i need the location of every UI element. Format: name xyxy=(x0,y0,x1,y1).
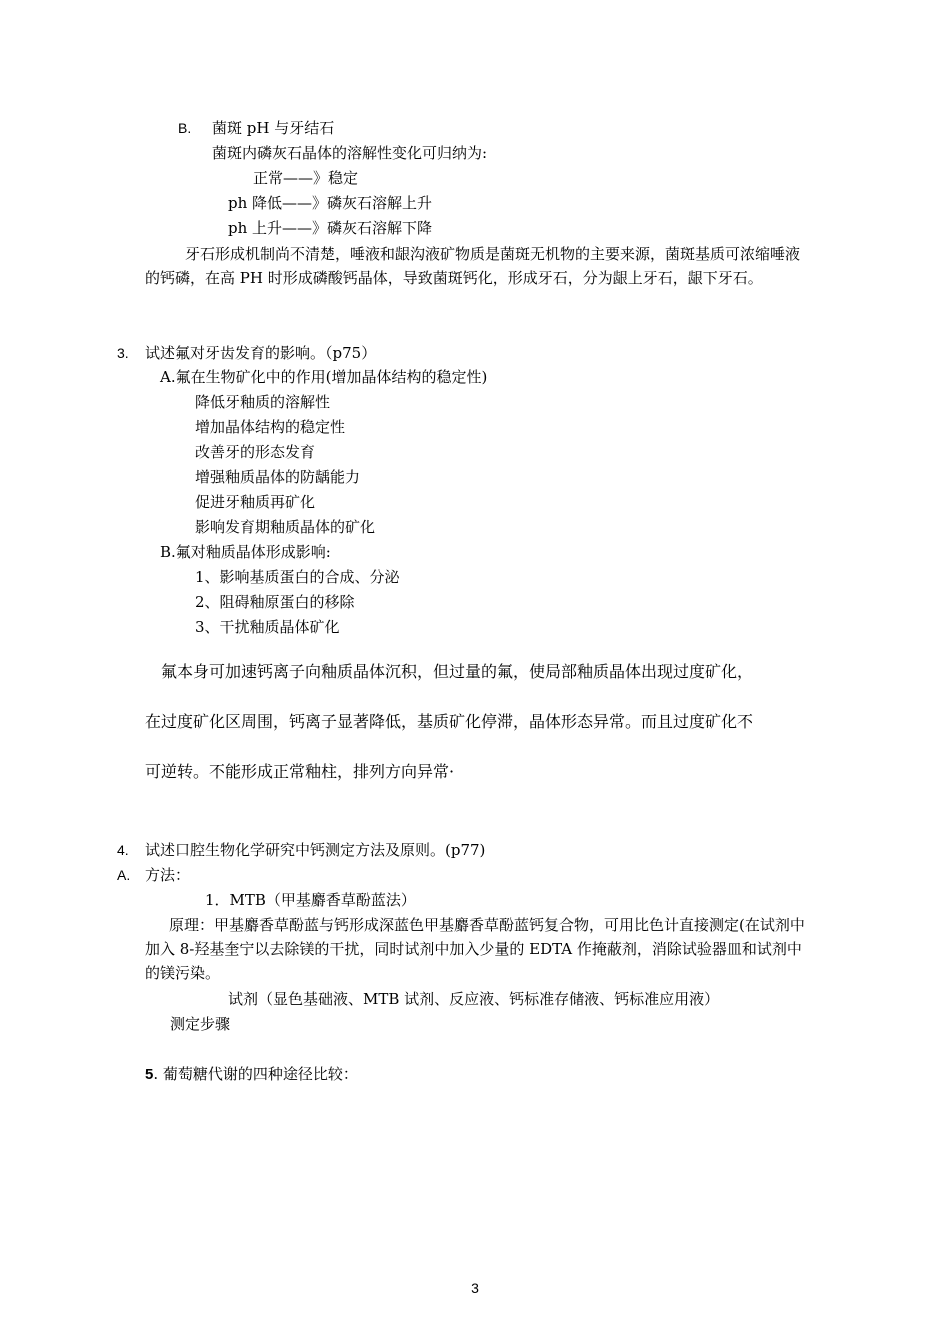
q5-number: 5 xyxy=(145,1066,154,1083)
q4-title: 试述口腔生物化学研究中钙测定方法及原则。(p77) xyxy=(145,841,486,859)
section-b-line-normal: 正常——》稳定 xyxy=(253,169,359,187)
q4-method-label: 方法： xyxy=(145,866,191,884)
q5-heading xyxy=(145,1064,358,1085)
q3-item-a-1: 降低牙釉质的溶解性 xyxy=(195,393,331,411)
page-number: 3 xyxy=(471,1280,479,1296)
section-b-line-ph-high: ph 上升——》磷灰石溶解下降 xyxy=(228,219,433,237)
section-b-summary: 菌斑内磷灰石晶体的溶解性变化可归纳为: xyxy=(212,144,488,162)
q5-title: . 葡萄糖代谢的四种途径比较： xyxy=(153,1065,358,1083)
q3-item-a-3: 改善牙的形态发育 xyxy=(195,443,316,461)
section-b-marker: B. xyxy=(178,120,192,136)
q3-paragraph-line-2: 在过度矿化区周围，钙离子显著降低，基质矿化停滞，晶体形态异常。而且过度矿化不 xyxy=(145,712,754,731)
section-b-title: 菌斑 pH 与牙结石 xyxy=(212,119,335,137)
q3-paragraph-line-1: 氟本身可加速钙离子向釉质晶体沉积，但过量的氟，使局部釉质晶体出现过度矿化， xyxy=(161,662,754,681)
q3-item-a-2: 增加晶体结构的稳定性 xyxy=(195,418,346,436)
q3-title: 试述氟对牙齿发育的影响。（p75） xyxy=(145,344,377,362)
q3-paragraph-line-3: 可逆转。不能形成正常釉柱，排列方向异常· xyxy=(145,762,455,781)
q3-item-a-5: 促进牙釉质再矿化 xyxy=(195,493,316,511)
q4-number: 4. xyxy=(117,842,129,858)
q4-steps: 测定步骤 xyxy=(170,1015,231,1033)
section-b-line-ph-low: ph 降低——》磷灰石溶解上升 xyxy=(228,194,433,212)
q4-reagents: 试剂（显色基础液、MTB 试剂、反应液、钙标准存储液、钙标准应用液） xyxy=(228,990,720,1008)
q3-item-b-1: 1、影响基质蛋白的合成、分泌 xyxy=(195,568,400,586)
q4-marker-a: A. xyxy=(117,867,131,883)
q3-item-a-6: 影响发育期釉质晶体的矿化 xyxy=(195,518,376,536)
q3-item-b-2: 2、阻碍釉原蛋白的移除 xyxy=(195,593,355,611)
q3-item-b-3: 3、干扰釉质晶体矿化 xyxy=(195,618,340,636)
q3-sub-b: B.氟对釉质晶体形成影响: xyxy=(160,543,331,561)
q3-number: 3. xyxy=(117,345,129,361)
section-b-paragraph: 牙石形成机制尚不清楚，唾液和龈沟液矿物质是菌斑无机物的主要来源，菌斑基质可浓缩唾液的钙磷，在高 PH 时形成磷酸钙晶体，导致菌斑钙化，形成牙石，分为龈上牙石，龈下牙石。 xyxy=(145,245,801,287)
q4-method-1: 1．MTB（甲基麝香草酚蓝法） xyxy=(205,891,416,909)
q4-principle: 原理：甲基麝香草酚蓝与钙形成深蓝色甲基麝香草酚蓝钙复合物，可用比色计直接测定(在试剂中加入 8-羟基奎宁以去除镁的干扰，同时试剂中加入少量的 EDTA 作掩蔽剂，消除试验器皿和试剂中的镁污染。 xyxy=(145,916,805,982)
q3-item-a-4: 增强釉质晶体的防龋能力 xyxy=(195,468,361,486)
q3-sub-a: A.氟在生物矿化中的作用(增加晶体结构的稳定性) xyxy=(160,368,488,386)
